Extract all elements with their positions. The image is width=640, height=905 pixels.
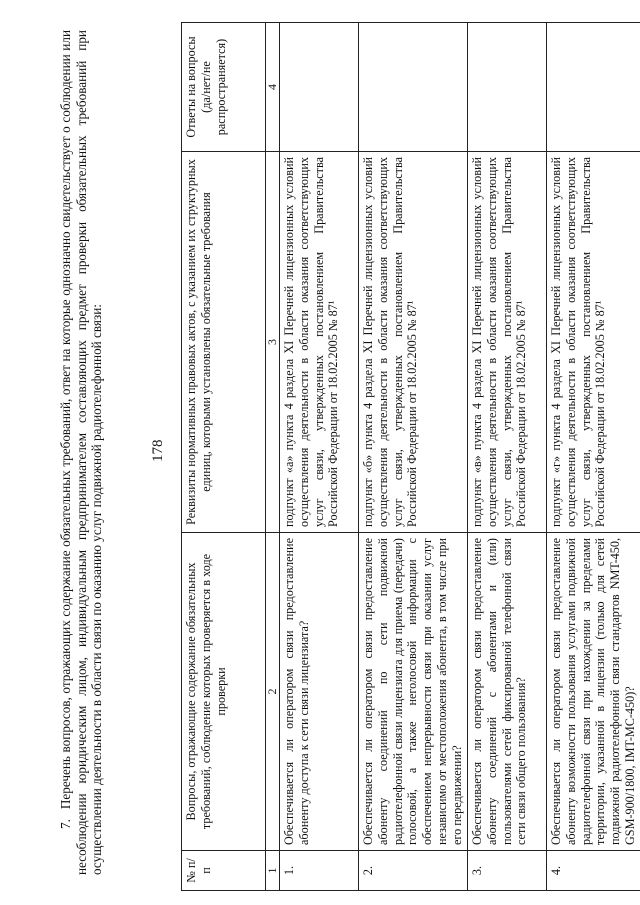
column-number-row [266, 23, 280, 891]
row-number: 2. [359, 851, 468, 891]
table-row [359, 23, 468, 891]
row-requisite: подпункт «б» пункта 4 раздела XI Перечней лицензионных условий осуществления деятельности в области оказания соответствующих услуг связи, утвержденных постановлением Правительства Российской Федерации от 18.02.2005 № 87¹ [359, 152, 468, 533]
header-questions: Вопросы, отражающие содержание обязательных требований, соблюдение которых проверяется в ходе проверки [182, 533, 266, 851]
table-row [280, 23, 359, 891]
row-requisite: подпункт «а» пункта 4 раздела XI Перечней лицензионных условий осуществления деятельности в области оказания соответствующих услуг связи, утвержденных постановлением Правительства Российской Федерации от 18.02.2005 № 87¹ [280, 152, 359, 533]
row-answer-cell[interactable] [280, 23, 359, 152]
table-row [468, 23, 547, 891]
row-number: 4. [547, 851, 640, 891]
header-number: № п/п [182, 851, 266, 891]
row-question: Обеспечивается ли оператором связи предоставление абоненту доступа к сети связи лицензиата? [280, 533, 359, 851]
row-number: 3. [468, 851, 547, 891]
table-header-row [182, 23, 266, 891]
requirements-table [181, 22, 640, 891]
column-number: 2 [266, 533, 280, 851]
row-question: Обеспечивается ли оператором связи предоставление абоненту соединений по сети подвижной радиотелефонной связи лицензиата для приема (передачи) голосовой, а также неголосовой информации с обеспечением непрерывности связи при оказании услуг независимо от местоположения абонента, в том числе при его передвижении? [359, 533, 468, 851]
row-answer-cell[interactable] [359, 23, 468, 152]
row-answer-cell[interactable] [547, 23, 640, 152]
intro-paragraph [58, 30, 105, 875]
section-number: 7. [58, 819, 73, 829]
row-question: Обеспечивается ли оператором связи предоставление абоненту соединений с абонентами и (или) пользователями сетей фиксированной телефонной связи сети связи общего пользования? [468, 533, 547, 851]
column-number: 1 [266, 851, 280, 891]
row-question: Обеспечивается ли оператором связи предоставление абоненту возможности пользования услугами подвижной радиотелефонной связи при нахождении за пределами территории, указанной в лицензии (только для сетей подвижной радиотелефонной связи стандартов NMT-450, GSM-900/1800, IMT-MC-450)? [547, 533, 640, 851]
column-number: 3 [266, 152, 280, 533]
intro-text: Перечень вопросов, отражающих содержание обязательных требований, ответ на которые однозначно свидетельствует о соблюдении или несоблюдении юридическим лицом, индивидуальным предпринимателем составляющих предмет проверки обязательных требований при осуществлении деятельности в области связи по оказанию услуг подвижной радиотелефонной связи: [58, 30, 104, 875]
row-answer-cell[interactable] [468, 23, 547, 152]
table-row [547, 23, 640, 891]
column-number: 4 [266, 23, 280, 152]
page-number: 178 [150, 439, 166, 462]
row-requisite: подпункт «г» пункта 4 раздела XI Перечней лицензионных условий осуществления деятельности в области оказания соответствующих услуг связи, утвержденных постановлением Правительства Российской Федерации от 18.02.2005 № 87¹ [547, 152, 640, 533]
row-number: 1. [280, 851, 359, 891]
row-requisite: подпункт «в» пункта 4 раздела XI Перечней лицензионных условий осуществления деятельности в области оказания соответствующих услуг связи, утвержденных постановлением Правительства Российской Федерации от 18.02.2005 № 87¹ [468, 152, 547, 533]
header-answers: Ответы на вопросы (да/нет/не распространяется) [182, 23, 266, 152]
header-requisites: Реквизиты нормативных правовых актов, с указанием их структурных единиц, которыми установлены обязательные требования [182, 152, 266, 533]
